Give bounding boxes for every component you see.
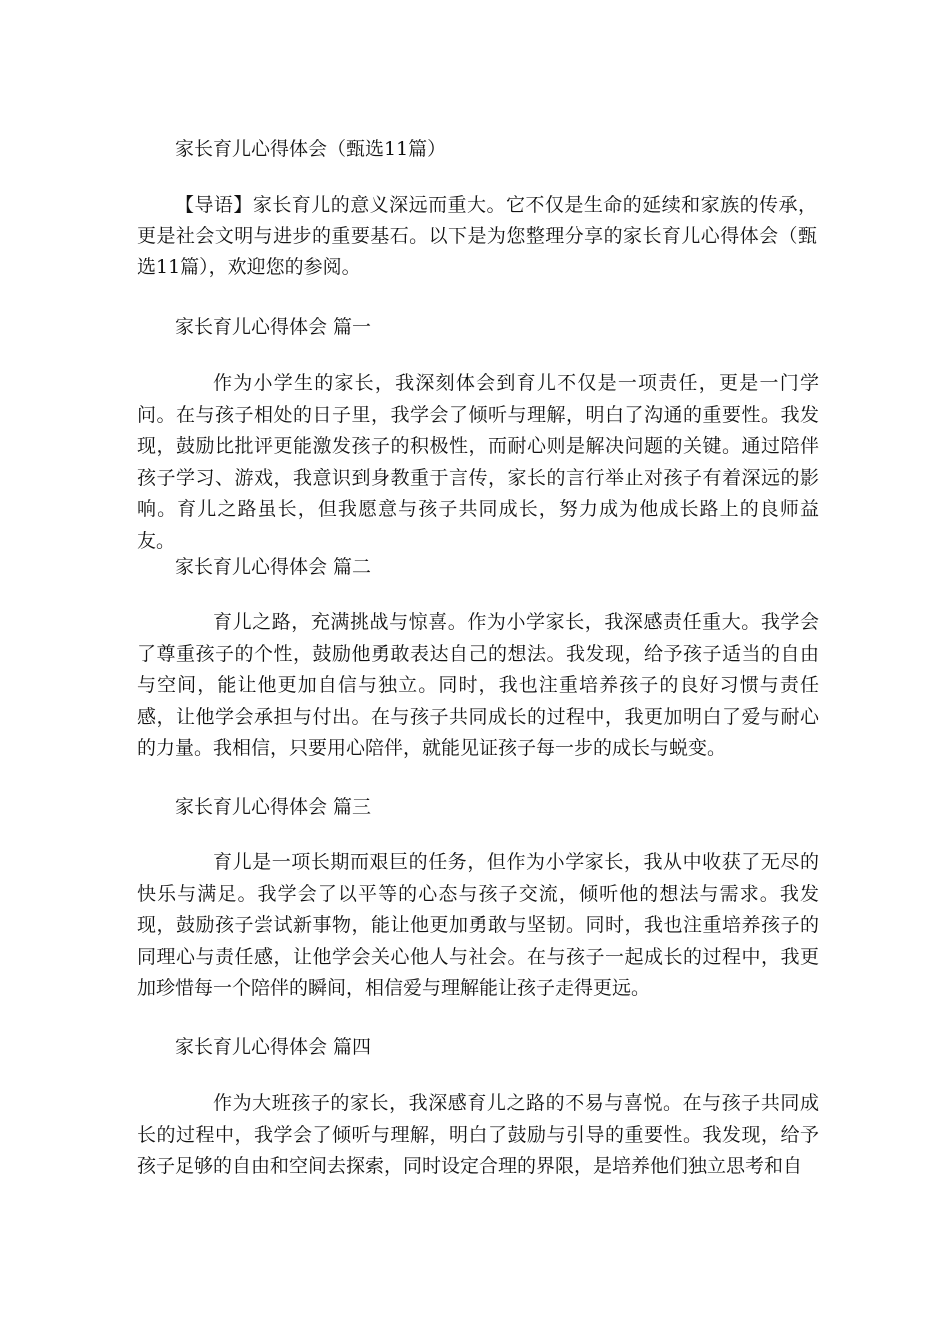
section-body-3: 育儿是一项长期而艰巨的任务，但作为小学家长，我从中收获了无尽的快乐与满足。我学会了以平等的心态与孩子交流，倾听他的想法与需求。我发现，鼓励孩子尝试新事物，能让他更加勇敢与坚韧。同时，我也注重培养孩子的同理心与责任感，让他学会关心他人与社会。在与孩子一起成长的过程中，我更加珍惜每一个陪伴的瞬间，相信爱与理解能让孩子走得更远。 xyxy=(137,851,819,999)
document-title: 家长育儿心得体会（甄选11篇） xyxy=(175,138,447,160)
intro-paragraph: 【导语】家长育儿的意义深远而重大。它不仅是生命的延续和家族的传承，更是社会文明与进步的重要基石。以下是为您整理分享的家长育儿心得体会（甄选11篇），欢迎您的参阅。 xyxy=(137,194,817,278)
section-heading-1: 家长育儿心得体会 篇一 xyxy=(175,316,372,338)
section-heading-4: 家长育儿心得体会 篇四 xyxy=(175,1036,372,1058)
section-body-1: 作为小学生的家长，我深刻体会到育儿不仅是一项责任，更是一门学问。在与孩子相处的日子里，我学会了倾听与理解，明白了沟通的重要性。我发现，鼓励比批评更能激发孩子的积极性，而耐心则是解决问题的关键。通过陪伴孩子学习、游戏，我意识到身教重于言传，家长的言行举止对孩子有着深远的影响。育儿之路虽长，但我愿意与孩子共同成长，努力成为他成长路上的良师益友。 xyxy=(137,372,819,552)
section-body-4: 作为大班孩子的家长，我深感育儿之路的不易与喜悦。在与孩子共同成长的过程中，我学会了倾听与理解，明白了鼓励与引导的重要性。我发现，给予孩子足够的自由和空间去探索，同时设定合理的界限，是培养他们独立思考和自 xyxy=(137,1092,819,1177)
section-heading-2: 家长育儿心得体会 篇二 xyxy=(175,556,372,578)
section-body-2: 育儿之路，充满挑战与惊喜。作为小学家长，我深感责任重大。我学会了尊重孩子的个性，鼓励他勇敢表达自己的想法。我发现，给予孩子适当的自由与空间，能让他更加自信与独立。同时，我也注重培养孩子的良好习惯与责任感，让他学会承担与付出。在与孩子共同成长的过程中，我更加明白了爱与耐心的力量。我相信，只要用心陪伴，就能见证孩子每一步的成长与蜕变。 xyxy=(137,611,819,759)
section-heading-3: 家长育儿心得体会 篇三 xyxy=(175,796,372,818)
